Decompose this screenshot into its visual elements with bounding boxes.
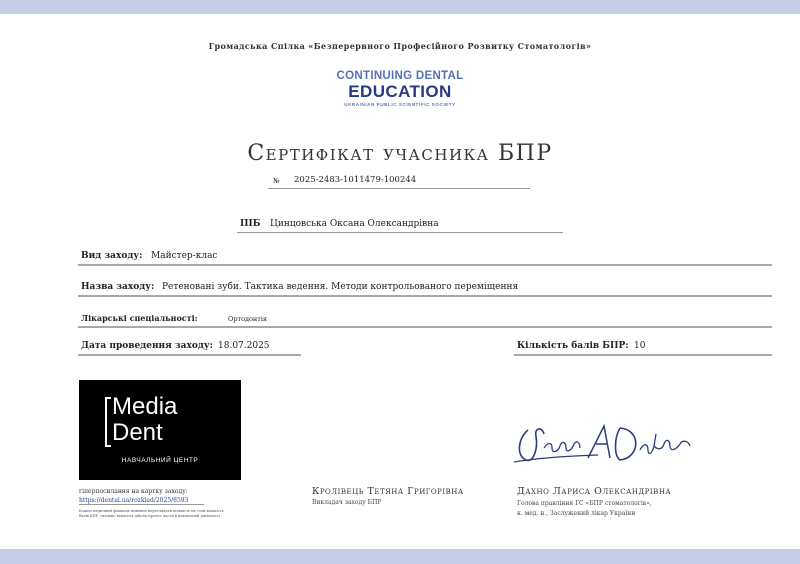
bottom-band <box>0 549 800 564</box>
event-name-value: Ретеновані зуби. Тактика ведення. Методи контрольованого переміщення <box>162 282 519 292</box>
event-name-label: Назва заходу: <box>81 282 155 292</box>
lecturer-role: Викладач заходу БПР <box>312 499 382 506</box>
lecturer-name: Кролівець Тетяна Григорівна <box>312 486 464 497</box>
specialties-label: Лікарські спеціальності: <box>81 313 198 323</box>
organization-name: Громадська Спілка «Безперервного Професійного Розвитку Стоматологів» <box>208 41 592 51</box>
certificate-number-label: № <box>273 177 280 185</box>
media-dent-logo <box>79 380 241 480</box>
media-dent-bracket <box>105 397 111 447</box>
media-dent-line-1: Media <box>112 393 178 420</box>
logo-line-1: CONTINUING DENTAL <box>336 70 464 82</box>
specialties-field <box>78 312 772 328</box>
event-date-label: Дата проведення заходу: <box>81 341 213 351</box>
event-date-value: 18.07.2025 <box>218 341 270 351</box>
event-date-field <box>78 340 301 356</box>
event-link[interactable]: https://dental.ua/rozklad/2025/8593 <box>79 497 204 505</box>
participant-name: Цинцовська Оксана Олександрівна <box>270 219 439 229</box>
top-band <box>0 0 800 14</box>
head-name: Дахно Лариса Олександрівна <box>517 486 672 497</box>
event-type-label: Вид заходу: <box>81 251 143 261</box>
points-field <box>514 340 772 356</box>
certificate-title: Сертифікат учасника БПР <box>247 141 553 166</box>
points-value: 10 <box>634 341 646 351</box>
logo-line-2: EDUCATION <box>348 82 452 101</box>
participant-field <box>237 217 563 233</box>
event-type-field <box>78 250 772 266</box>
points-label: Кількість балів БПР: <box>517 341 629 351</box>
media-dent-line-3: НАВЧАЛЬНИЙ ЦЕНТР <box>121 457 199 464</box>
event-link-label: гіперпосилання на картку заходу: <box>79 488 188 495</box>
disclaimer-text: Кожен медичний фахівець повинен переглядати кількість на стан кількість балів БПР, сколько кількість дійсно прочее части в навчальній діяльності <box>79 509 224 518</box>
event-name-field <box>78 281 772 297</box>
head-role <box>517 499 717 519</box>
media-dent-line-2: Dent <box>112 419 163 446</box>
event-type-value: Майстер-клас <box>151 251 218 261</box>
cde-logo <box>310 70 490 116</box>
certificate-number <box>268 175 530 189</box>
participant-label: ПІБ <box>240 219 261 229</box>
head-role-line-1: Голова правління ГС «БПР стоматологів», <box>517 500 652 507</box>
logo-line-3: UKRAINIAN PUBLIC SCIENTIFIC SOCIETY <box>344 102 456 107</box>
specialties-value: Ортодонтія <box>228 315 268 323</box>
head-role-line-2: к. мед. н., Заслужений лікар України <box>517 510 636 517</box>
certificate-number-value: 2025-2483-1011479-100244 <box>294 175 417 185</box>
signature-image <box>508 418 698 478</box>
